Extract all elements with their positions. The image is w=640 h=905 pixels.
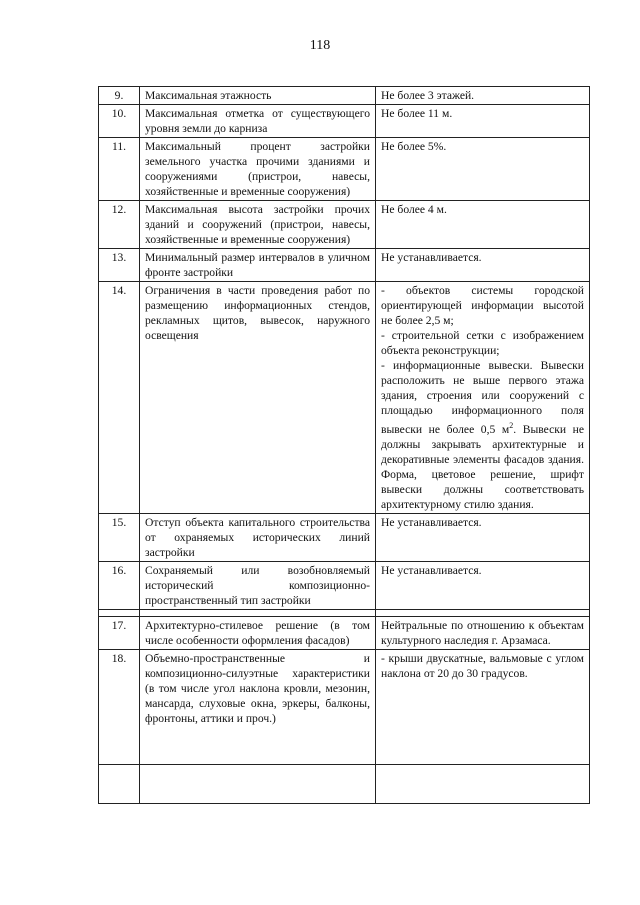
parameter-name: Архитектурно-стилевое решение (в том числе особенности оформления фасадов) bbox=[140, 616, 376, 649]
empty-cell bbox=[376, 764, 590, 803]
parameter-value: Не устанавливается. bbox=[376, 513, 590, 561]
spacer-cell bbox=[99, 609, 140, 616]
row-number: 11. bbox=[99, 138, 140, 201]
parameter-value: Не более 11 м. bbox=[376, 105, 590, 138]
parameter-value: Не устанавливается. bbox=[376, 249, 590, 282]
table-row bbox=[99, 649, 590, 764]
value-line: - объектов системы городской ориентирующей информации высотой не более 2,5 м; bbox=[381, 284, 584, 327]
table-row-spacer bbox=[99, 609, 590, 616]
parameter-name: Объемно-пространственные и композиционно-силуэтные характеристики (в том числе угол наклона кровли, мезонин, мансарда, слуховые окна, эркеры, балконы, фронтоны, аттики и проч.) bbox=[140, 649, 376, 764]
parameter-name: Максимальная высота застройки прочих зданий и сооружений (пристрои, навесы, хозяйственные и временные сооружения) bbox=[140, 201, 376, 249]
parameter-name: Максимальный процент застройки земельного участка прочими зданиями и сооружениями (пристрои, навесы, хозяйственные и временные сооружения) bbox=[140, 138, 376, 201]
parameter-value: Не более 5%. bbox=[376, 138, 590, 201]
page-number: 118 bbox=[309, 38, 331, 53]
parameter-name: Ограничения в части проведения работ по размещению информационных стендов, рекламных щитов, вывесок, наружного освещения bbox=[140, 282, 376, 514]
parameter-value: Не более 4 м. bbox=[376, 201, 590, 249]
superscript: 2 bbox=[509, 421, 514, 430]
parameter-name: Максимальная этажность bbox=[140, 87, 376, 105]
table-row bbox=[99, 138, 590, 201]
parameter-value: Нейтральные по отношению к объектам культурного наследия г. Арзамаса. bbox=[376, 616, 590, 649]
row-number: 13. bbox=[99, 249, 140, 282]
spacer-cell bbox=[140, 609, 376, 616]
regulations-table bbox=[98, 86, 590, 804]
parameter-name: Максимальная отметка от существующего уровня земли до карниза bbox=[140, 105, 376, 138]
spacer-cell bbox=[376, 609, 590, 616]
row-number: 15. bbox=[99, 513, 140, 561]
row-number: 10. bbox=[99, 105, 140, 138]
parameter-name: Минимальный размер интервалов в уличном фронте застройки bbox=[140, 249, 376, 282]
parameter-value bbox=[376, 282, 590, 514]
value-line bbox=[381, 358, 584, 512]
table-row-empty bbox=[99, 764, 590, 803]
row-number: 14. bbox=[99, 282, 140, 514]
value-line-text: . Вывески не должны закрывать архитектурные и декоративные элементы фасадов здания. Форма, цветовое решение, шрифт вывески должны соответствовать архитектурному стилю здания. bbox=[381, 422, 584, 511]
empty-cell bbox=[99, 764, 140, 803]
row-number: 12. bbox=[99, 201, 140, 249]
table-row bbox=[99, 105, 590, 138]
value-line-text: - информационные вывески. Вывески расположить не выше первого этажа здания, строения или сооружений с площадью информационного поля вывески не более 0,5 м bbox=[381, 359, 584, 436]
value-line: - строительной сетки с изображением объекта реконструкции; bbox=[381, 329, 584, 357]
parameter-value: Не более 3 этажей. bbox=[376, 87, 590, 105]
table-row bbox=[99, 201, 590, 249]
table-row bbox=[99, 282, 590, 514]
table-row bbox=[99, 561, 590, 609]
table-row bbox=[99, 616, 590, 649]
row-number: 18. bbox=[99, 649, 140, 764]
parameter-name: Сохраняемый или возобновляемый исторический композиционно-пространственный тип застройки bbox=[140, 561, 376, 609]
table-row bbox=[99, 249, 590, 282]
row-number: 9. bbox=[99, 87, 140, 105]
empty-cell bbox=[140, 764, 376, 803]
row-number: 16. bbox=[99, 561, 140, 609]
parameter-value: Не устанавливается. bbox=[376, 561, 590, 609]
parameter-value: - крыши двускатные, вальмовые с углом наклона от 20 до 30 градусов. bbox=[376, 649, 590, 764]
table-row bbox=[99, 513, 590, 561]
table-row bbox=[99, 87, 590, 105]
parameter-name: Отступ объекта капитального строительства от охраняемых исторических линий застройки bbox=[140, 513, 376, 561]
row-number: 17. bbox=[99, 616, 140, 649]
